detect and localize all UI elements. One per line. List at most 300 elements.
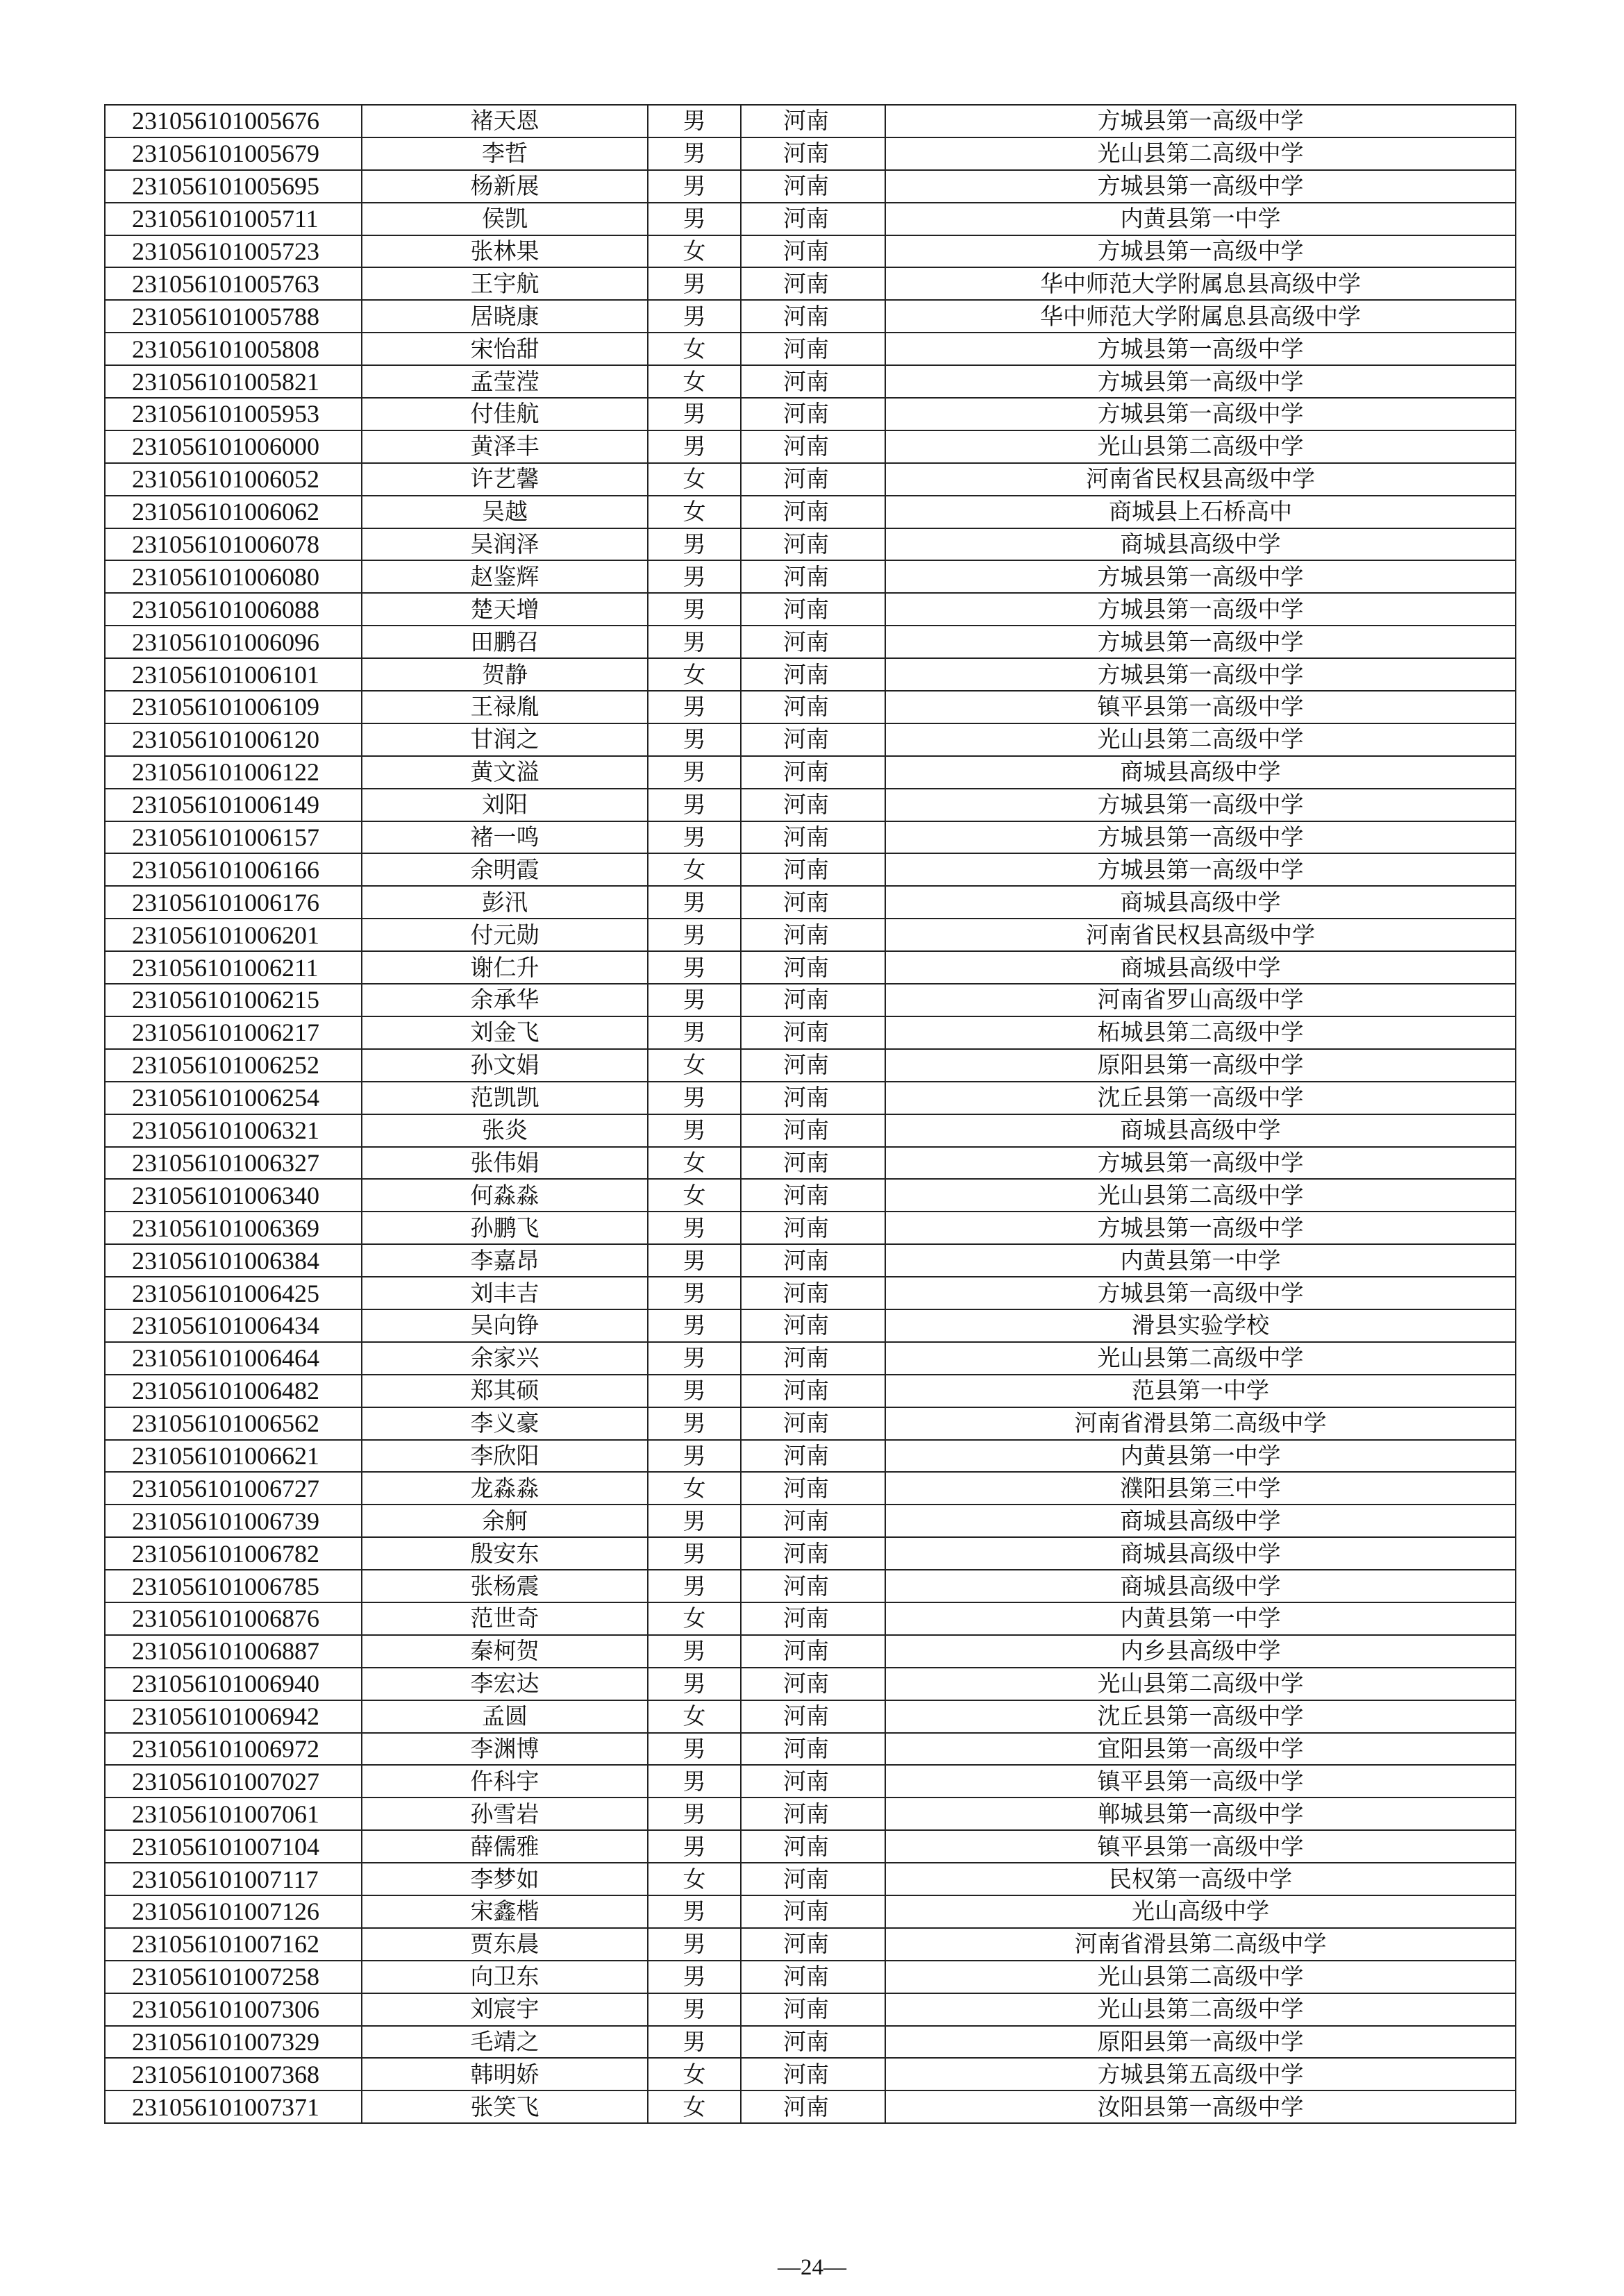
gender-cell: 女 [648, 365, 741, 398]
school-cell: 镇平县第一高级中学 [885, 1765, 1516, 1798]
province-cell: 河南 [741, 1895, 885, 1928]
gender-cell: 男 [648, 267, 741, 300]
gender-cell: 女 [648, 333, 741, 365]
candidate-id-cell: 231056101006166 [105, 853, 362, 886]
table-row [105, 203, 1516, 235]
school-cell: 河南省民权县高级中学 [885, 919, 1516, 951]
school-cell: 商城县高级中学 [885, 1505, 1516, 1537]
candidate-id-cell: 231056101006782 [105, 1537, 362, 1570]
province-cell: 河南 [741, 170, 885, 203]
student-name-cell: 刘金飞 [362, 1016, 648, 1049]
table-row [105, 1961, 1516, 1993]
province-cell: 河南 [741, 137, 885, 170]
school-cell: 光山县第二高级中学 [885, 1342, 1516, 1375]
gender-cell: 男 [648, 1082, 741, 1114]
gender-cell: 男 [648, 560, 741, 593]
candidate-id-cell: 231056101007117 [105, 1863, 362, 1895]
gender-cell: 男 [648, 1016, 741, 1049]
table-row [105, 626, 1516, 658]
school-cell: 商城县高级中学 [885, 528, 1516, 561]
student-name-cell: 付元勋 [362, 919, 648, 951]
province-cell: 河南 [741, 528, 885, 561]
province-cell: 河南 [741, 235, 885, 268]
student-name-cell: 居晓康 [362, 300, 648, 333]
student-name-cell: 张炎 [362, 1114, 648, 1147]
table-row [105, 1895, 1516, 1928]
candidate-id-cell: 231056101006321 [105, 1114, 362, 1147]
province-cell: 河南 [741, 1505, 885, 1537]
province-cell: 河南 [741, 430, 885, 463]
school-cell: 方城县第一高级中学 [885, 853, 1516, 886]
student-name-cell: 谢仁升 [362, 951, 648, 984]
gender-cell: 男 [648, 593, 741, 626]
province-cell: 河南 [741, 203, 885, 235]
gender-cell: 男 [648, 1765, 741, 1798]
candidate-id-cell: 231056101006078 [105, 528, 362, 561]
student-name-cell: 仵科宇 [362, 1765, 648, 1798]
table-row [105, 593, 1516, 626]
admission-roster-table [104, 104, 1516, 2124]
table-row [105, 1049, 1516, 1082]
candidate-id-cell: 231056101006887 [105, 1635, 362, 1668]
candidate-id-cell: 231056101006972 [105, 1733, 362, 1766]
table-row [105, 1505, 1516, 1537]
gender-cell: 男 [648, 984, 741, 1016]
table-row [105, 1147, 1516, 1180]
candidate-id-cell: 231056101005821 [105, 365, 362, 398]
province-cell: 河南 [741, 1928, 885, 1961]
student-name-cell: 张杨震 [362, 1570, 648, 1602]
province-cell: 河南 [741, 1277, 885, 1309]
table-row [105, 691, 1516, 723]
table-row [105, 1863, 1516, 1895]
gender-cell: 男 [648, 1570, 741, 1602]
student-name-cell: 余承华 [362, 984, 648, 1016]
school-cell: 方城县第一高级中学 [885, 105, 1516, 137]
province-cell: 河南 [741, 1798, 885, 1830]
student-name-cell: 李梦如 [362, 1863, 648, 1895]
province-cell: 河南 [741, 1570, 885, 1602]
school-cell: 镇平县第一高级中学 [885, 1830, 1516, 1863]
table-row [105, 1635, 1516, 1668]
school-cell: 滑县实验学校 [885, 1309, 1516, 1342]
candidate-id-cell: 231056101006434 [105, 1309, 362, 1342]
table-row [105, 886, 1516, 919]
gender-cell: 女 [648, 1472, 741, 1505]
candidate-id-cell: 231056101006384 [105, 1244, 362, 1277]
table-row [105, 1440, 1516, 1473]
province-cell: 河南 [741, 886, 885, 919]
school-cell: 商城县高级中学 [885, 1570, 1516, 1602]
candidate-id-cell: 231056101005711 [105, 203, 362, 235]
table-row [105, 821, 1516, 854]
table-row [105, 658, 1516, 691]
table-row [105, 1179, 1516, 1212]
gender-cell: 男 [648, 723, 741, 756]
candidate-id-cell: 231056101006000 [105, 430, 362, 463]
province-cell: 河南 [741, 365, 885, 398]
table-row [105, 170, 1516, 203]
gender-cell: 男 [648, 1375, 741, 1407]
student-name-cell: 张伟娟 [362, 1147, 648, 1180]
student-name-cell: 张笑飞 [362, 2090, 648, 2123]
gender-cell: 女 [648, 2090, 741, 2123]
province-cell: 河南 [741, 105, 885, 137]
candidate-id-cell: 231056101007162 [105, 1928, 362, 1961]
province-cell: 河南 [741, 463, 885, 496]
table-row [105, 1928, 1516, 1961]
table-row [105, 1114, 1516, 1147]
candidate-id-cell: 231056101006052 [105, 463, 362, 496]
student-name-cell: 宋鑫楷 [362, 1895, 648, 1928]
candidate-id-cell: 231056101006876 [105, 1602, 362, 1635]
province-cell: 河南 [741, 853, 885, 886]
gender-cell: 男 [648, 1733, 741, 1766]
school-cell: 柘城县第二高级中学 [885, 1016, 1516, 1049]
student-name-cell: 孟莹滢 [362, 365, 648, 398]
table-row [105, 1309, 1516, 1342]
candidate-id-cell: 231056101007126 [105, 1895, 362, 1928]
school-cell: 光山县第二高级中学 [885, 137, 1516, 170]
province-cell: 河南 [741, 1407, 885, 1440]
province-cell: 河南 [741, 1863, 885, 1895]
candidate-id-cell: 231056101006340 [105, 1179, 362, 1212]
candidate-id-cell: 231056101006254 [105, 1082, 362, 1114]
table-row [105, 1570, 1516, 1602]
gender-cell: 男 [648, 1928, 741, 1961]
province-cell: 河南 [741, 1082, 885, 1114]
candidate-id-cell: 231056101006088 [105, 593, 362, 626]
school-cell: 方城县第一高级中学 [885, 1277, 1516, 1309]
province-cell: 河南 [741, 1733, 885, 1766]
page-number: —24— [778, 2255, 846, 2280]
gender-cell: 女 [648, 658, 741, 691]
table-row [105, 853, 1516, 886]
province-cell: 河南 [741, 951, 885, 984]
table-row [105, 1993, 1516, 2026]
school-cell: 沈丘县第一高级中学 [885, 1082, 1516, 1114]
table-row [105, 235, 1516, 268]
gender-cell: 男 [648, 1277, 741, 1309]
student-name-cell: 甘润之 [362, 723, 648, 756]
table-row [105, 984, 1516, 1016]
student-name-cell: 殷安东 [362, 1537, 648, 1570]
student-name-cell: 刘阳 [362, 789, 648, 821]
table-row [105, 528, 1516, 561]
student-name-cell: 孟圆 [362, 1700, 648, 1733]
candidate-id-cell: 231056101006425 [105, 1277, 362, 1309]
school-cell: 商城县高级中学 [885, 1114, 1516, 1147]
candidate-id-cell: 231056101006149 [105, 789, 362, 821]
candidate-id-cell: 231056101006122 [105, 756, 362, 789]
province-cell: 河南 [741, 1993, 885, 2026]
student-name-cell: 龙淼淼 [362, 1472, 648, 1505]
school-cell: 汝阳县第一高级中学 [885, 2090, 1516, 2123]
school-cell: 方城县第一高级中学 [885, 235, 1516, 268]
table-row [105, 1082, 1516, 1114]
candidate-id-cell: 231056101006562 [105, 1407, 362, 1440]
school-cell: 光山县第二高级中学 [885, 1668, 1516, 1700]
student-name-cell: 薛儒雅 [362, 1830, 648, 1863]
table-row [105, 919, 1516, 951]
candidate-id-cell: 231056101006327 [105, 1147, 362, 1180]
candidate-id-cell: 231056101005695 [105, 170, 362, 203]
student-name-cell: 吴润泽 [362, 528, 648, 561]
table-row [105, 1733, 1516, 1766]
gender-cell: 男 [648, 170, 741, 203]
school-cell: 方城县第一高级中学 [885, 560, 1516, 593]
candidate-id-cell: 231056101005788 [105, 300, 362, 333]
table-row [105, 1277, 1516, 1309]
student-name-cell: 张林果 [362, 235, 648, 268]
school-cell: 光山县第二高级中学 [885, 430, 1516, 463]
school-cell: 光山县第二高级中学 [885, 1993, 1516, 2026]
student-name-cell: 孙雪岩 [362, 1798, 648, 1830]
school-cell: 方城县第一高级中学 [885, 1212, 1516, 1244]
student-name-cell: 刘丰吉 [362, 1277, 648, 1309]
school-cell: 方城县第一高级中学 [885, 398, 1516, 430]
student-name-cell: 侯凯 [362, 203, 648, 235]
province-cell: 河南 [741, 1244, 885, 1277]
school-cell: 方城县第一高级中学 [885, 789, 1516, 821]
gender-cell: 男 [648, 1244, 741, 1277]
school-cell: 商城县高级中学 [885, 951, 1516, 984]
candidate-id-cell: 231056101007368 [105, 2058, 362, 2090]
table-row [105, 1016, 1516, 1049]
school-cell: 商城县高级中学 [885, 756, 1516, 789]
candidate-id-cell: 231056101007061 [105, 1798, 362, 1830]
gender-cell: 女 [648, 1179, 741, 1212]
candidate-id-cell: 231056101006252 [105, 1049, 362, 1082]
student-name-cell: 孙鹏飞 [362, 1212, 648, 1244]
province-cell: 河南 [741, 821, 885, 854]
table-row [105, 333, 1516, 365]
student-name-cell: 许艺馨 [362, 463, 648, 496]
student-name-cell: 向卫东 [362, 1961, 648, 1993]
school-cell: 方城县第一高级中学 [885, 1147, 1516, 1180]
gender-cell: 男 [648, 1635, 741, 1668]
table-row [105, 1375, 1516, 1407]
student-name-cell: 孙文娟 [362, 1049, 648, 1082]
table-row [105, 1602, 1516, 1635]
candidate-id-cell: 231056101006201 [105, 919, 362, 951]
table-row [105, 1668, 1516, 1700]
candidate-id-cell: 231056101006942 [105, 1700, 362, 1733]
gender-cell: 男 [648, 789, 741, 821]
school-cell: 方城县第一高级中学 [885, 365, 1516, 398]
table-row [105, 267, 1516, 300]
gender-cell: 女 [648, 463, 741, 496]
table-row [105, 463, 1516, 496]
student-name-cell: 吴向铮 [362, 1309, 648, 1342]
table-row [105, 496, 1516, 528]
province-cell: 河南 [741, 1212, 885, 1244]
province-cell: 河南 [741, 789, 885, 821]
province-cell: 河南 [741, 1961, 885, 1993]
province-cell: 河南 [741, 1309, 885, 1342]
gender-cell: 女 [648, 235, 741, 268]
student-name-cell: 秦柯贺 [362, 1635, 648, 1668]
province-cell: 河南 [741, 1049, 885, 1082]
province-cell: 河南 [741, 691, 885, 723]
gender-cell: 男 [648, 1212, 741, 1244]
school-cell: 光山县第二高级中学 [885, 1961, 1516, 1993]
gender-cell: 男 [648, 398, 741, 430]
school-cell: 河南省民权县高级中学 [885, 463, 1516, 496]
table-row [105, 105, 1516, 137]
candidate-id-cell: 231056101007371 [105, 2090, 362, 2123]
student-name-cell: 王禄胤 [362, 691, 648, 723]
student-name-cell: 贾东晨 [362, 1928, 648, 1961]
school-cell: 商城县高级中学 [885, 1537, 1516, 1570]
school-cell: 方城县第一高级中学 [885, 626, 1516, 658]
table-row [105, 1472, 1516, 1505]
candidate-id-cell: 231056101006096 [105, 626, 362, 658]
school-cell: 方城县第五高级中学 [885, 2058, 1516, 2090]
candidate-id-cell: 231056101006120 [105, 723, 362, 756]
school-cell: 濮阳县第三中学 [885, 1472, 1516, 1505]
province-cell: 河南 [741, 1668, 885, 1700]
school-cell: 原阳县第一高级中学 [885, 2026, 1516, 2059]
table-row [105, 560, 1516, 593]
school-cell: 方城县第一高级中学 [885, 170, 1516, 203]
table-row [105, 1798, 1516, 1830]
table-row [105, 1537, 1516, 1570]
province-cell: 河南 [741, 333, 885, 365]
table-row [105, 1244, 1516, 1277]
table-row [105, 1700, 1516, 1733]
table-row [105, 1342, 1516, 1375]
gender-cell: 男 [648, 1961, 741, 1993]
candidate-id-cell: 231056101006109 [105, 691, 362, 723]
roster-body [105, 105, 1516, 2123]
candidate-id-cell: 231056101005723 [105, 235, 362, 268]
province-cell: 河南 [741, 1830, 885, 1863]
candidate-id-cell: 231056101006176 [105, 886, 362, 919]
gender-cell: 男 [648, 951, 741, 984]
gender-cell: 男 [648, 1505, 741, 1537]
school-cell: 方城县第一高级中学 [885, 333, 1516, 365]
gender-cell: 女 [648, 1049, 741, 1082]
gender-cell: 男 [648, 203, 741, 235]
candidate-id-cell: 231056101007329 [105, 2026, 362, 2059]
school-cell: 商城县上石桥高中 [885, 496, 1516, 528]
candidate-id-cell: 231056101006739 [105, 1505, 362, 1537]
school-cell: 河南省滑县第二高级中学 [885, 1928, 1516, 1961]
gender-cell: 男 [648, 691, 741, 723]
province-cell: 河南 [741, 919, 885, 951]
student-name-cell: 李欣阳 [362, 1440, 648, 1473]
candidate-id-cell: 231056101005953 [105, 398, 362, 430]
school-cell: 方城县第一高级中学 [885, 821, 1516, 854]
school-cell: 内乡县高级中学 [885, 1635, 1516, 1668]
table-row [105, 2026, 1516, 2059]
candidate-id-cell: 231056101006080 [105, 560, 362, 593]
table-row [105, 300, 1516, 333]
gender-cell: 男 [648, 1407, 741, 1440]
school-cell: 内黄县第一中学 [885, 1602, 1516, 1635]
candidate-id-cell: 231056101005808 [105, 333, 362, 365]
gender-cell: 男 [648, 1537, 741, 1570]
gender-cell: 男 [648, 528, 741, 561]
gender-cell: 男 [648, 1114, 741, 1147]
gender-cell: 男 [648, 1798, 741, 1830]
student-name-cell: 田鹏召 [362, 626, 648, 658]
province-cell: 河南 [741, 723, 885, 756]
gender-cell: 男 [648, 2026, 741, 2059]
student-name-cell: 杨新展 [362, 170, 648, 203]
province-cell: 河南 [741, 1472, 885, 1505]
student-name-cell: 何淼淼 [362, 1179, 648, 1212]
student-name-cell: 贺静 [362, 658, 648, 691]
province-cell: 河南 [741, 626, 885, 658]
province-cell: 河南 [741, 2058, 885, 2090]
gender-cell: 男 [648, 1440, 741, 1473]
candidate-id-cell: 231056101007027 [105, 1765, 362, 1798]
gender-cell: 男 [648, 430, 741, 463]
candidate-id-cell: 231056101006157 [105, 821, 362, 854]
student-name-cell: 余明霞 [362, 853, 648, 886]
student-name-cell: 褚天恩 [362, 105, 648, 137]
province-cell: 河南 [741, 560, 885, 593]
gender-cell: 男 [648, 105, 741, 137]
school-cell: 宜阳县第一高级中学 [885, 1733, 1516, 1766]
candidate-id-cell: 231056101006211 [105, 951, 362, 984]
province-cell: 河南 [741, 1635, 885, 1668]
candidate-id-cell: 231056101006101 [105, 658, 362, 691]
school-cell: 原阳县第一高级中学 [885, 1049, 1516, 1082]
table-row [105, 723, 1516, 756]
candidate-id-cell: 231056101005763 [105, 267, 362, 300]
student-name-cell: 赵鉴辉 [362, 560, 648, 593]
school-cell: 方城县第一高级中学 [885, 593, 1516, 626]
school-cell: 光山高级中学 [885, 1895, 1516, 1928]
student-name-cell: 郑其硕 [362, 1375, 648, 1407]
student-name-cell: 褚一鸣 [362, 821, 648, 854]
province-cell: 河南 [741, 1537, 885, 1570]
candidate-id-cell: 231056101005676 [105, 105, 362, 137]
school-cell: 光山县第二高级中学 [885, 723, 1516, 756]
student-name-cell: 楚天增 [362, 593, 648, 626]
student-name-cell: 余舸 [362, 1505, 648, 1537]
candidate-id-cell: 231056101006727 [105, 1472, 362, 1505]
student-name-cell: 李渊博 [362, 1733, 648, 1766]
candidate-id-cell: 231056101006062 [105, 496, 362, 528]
gender-cell: 男 [648, 821, 741, 854]
school-cell: 方城县第一高级中学 [885, 658, 1516, 691]
student-name-cell: 李义豪 [362, 1407, 648, 1440]
candidate-id-cell: 231056101007306 [105, 1993, 362, 2026]
school-cell: 光山县第二高级中学 [885, 1179, 1516, 1212]
student-name-cell: 李嘉昂 [362, 1244, 648, 1277]
school-cell: 内黄县第一中学 [885, 1244, 1516, 1277]
province-cell: 河南 [741, 1375, 885, 1407]
gender-cell: 女 [648, 1147, 741, 1180]
province-cell: 河南 [741, 1342, 885, 1375]
gender-cell: 女 [648, 1602, 741, 1635]
province-cell: 河南 [741, 1700, 885, 1733]
candidate-id-cell: 231056101005679 [105, 137, 362, 170]
gender-cell: 男 [648, 1895, 741, 1928]
gender-cell: 女 [648, 496, 741, 528]
student-name-cell: 韩明娇 [362, 2058, 648, 2090]
table-row [105, 365, 1516, 398]
gender-cell: 男 [648, 1668, 741, 1700]
table-row [105, 2090, 1516, 2123]
table-row [105, 951, 1516, 984]
candidate-id-cell: 231056101007258 [105, 1961, 362, 1993]
school-cell: 沈丘县第一高级中学 [885, 1700, 1516, 1733]
